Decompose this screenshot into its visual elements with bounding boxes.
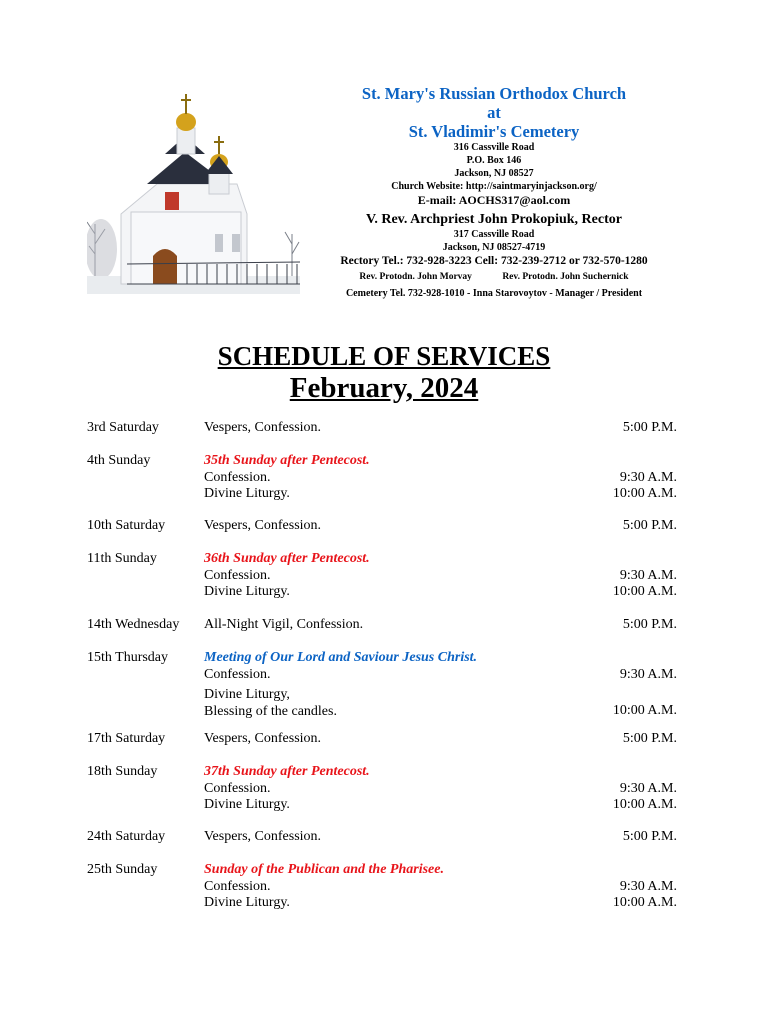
rectory-address: 317 Cassville Road bbox=[453, 229, 535, 240]
clergy-line bbox=[300, 271, 688, 283]
service-name: Confession. bbox=[204, 780, 271, 796]
schedule-day: 11th Sunday bbox=[87, 551, 157, 566]
schedule-services bbox=[204, 829, 584, 846]
church-header bbox=[300, 84, 688, 300]
schedule-title: SCHEDULE OF SERVICES bbox=[217, 341, 551, 371]
service-name: Divine Liturgy. bbox=[204, 584, 290, 599]
service-times bbox=[613, 781, 677, 814]
rectory-city: Jackson, NJ 08527-4719 bbox=[442, 242, 546, 253]
schedule-services bbox=[204, 518, 584, 535]
service-times bbox=[613, 879, 677, 912]
service-time: 5:00 P.M. bbox=[622, 829, 677, 844]
service-name: All-Night Vigil, Confession. bbox=[204, 617, 364, 632]
church-email: E-mail: AOCHS317@aol.com bbox=[417, 193, 571, 207]
service-time: 9:30 A.M. bbox=[619, 469, 677, 485]
service-time: 10:00 A.M. bbox=[612, 703, 677, 718]
cemetery-tel: Cemetery Tel. 732-928-1010 - Inna Starovoytov - Manager / President bbox=[345, 288, 643, 299]
schedule-month: February, 2024 bbox=[289, 372, 479, 404]
service-time: 5:00 P.M. bbox=[622, 420, 677, 435]
schedule-day: 17th Saturday bbox=[87, 731, 166, 746]
schedule-services bbox=[204, 453, 584, 503]
rector-name: V. Rev. Archpriest John Prokopiuk, Rector bbox=[366, 212, 622, 227]
service-times bbox=[623, 829, 677, 846]
service-time: 9:30 A.M. bbox=[619, 666, 677, 682]
service-time: 5:00 P.M. bbox=[622, 518, 677, 533]
schedule-day: 14th Wednesday bbox=[87, 617, 180, 632]
feast-heading: 36th Sunday after Pentecost. bbox=[204, 551, 370, 566]
service-name: Divine Liturgy. bbox=[204, 895, 290, 910]
schedule-day: 3rd Saturday bbox=[87, 420, 159, 435]
service-times bbox=[613, 568, 677, 601]
feast-heading: Meeting of Our Lord and Saviour Jesus Christ. bbox=[204, 650, 478, 665]
service-name: Vespers, Confession. bbox=[204, 518, 322, 533]
service-name: Divine Liturgy, bbox=[204, 687, 290, 702]
schedule-day: 25th Sunday bbox=[87, 862, 158, 877]
cemetery-name: St. Vladimir's Cemetery bbox=[408, 122, 580, 141]
schedule-day: 15th Thursday bbox=[87, 650, 169, 665]
schedule-services bbox=[204, 617, 584, 634]
church-po-box: P.O. Box 146 bbox=[466, 155, 522, 166]
feast-heading: Sunday of the Publican and the Pharisee. bbox=[204, 862, 444, 877]
service-times bbox=[623, 420, 677, 437]
schedule-services bbox=[204, 731, 584, 748]
service-name: Divine Liturgy. bbox=[204, 486, 290, 501]
service-time: 10:00 A.M. bbox=[612, 797, 677, 812]
schedule-day: 18th Sunday bbox=[87, 764, 158, 779]
rectory-tel: Rectory Tel.: 732-928-3223 Cell: 732-239-2712 or 732-570-1280 bbox=[340, 255, 648, 267]
service-name: Confession. bbox=[204, 469, 271, 485]
schedule-services bbox=[204, 551, 584, 601]
service-name: Vespers, Confession. bbox=[204, 829, 322, 844]
service-time: 5:00 P.M. bbox=[622, 731, 677, 746]
schedule-services bbox=[204, 420, 584, 437]
service-time: 10:00 A.M. bbox=[612, 584, 677, 599]
feast-heading: 37th Sunday after Pentecost. bbox=[204, 764, 370, 779]
schedule-services bbox=[204, 764, 584, 814]
service-times bbox=[623, 731, 677, 748]
service-time: 9:30 A.M. bbox=[619, 780, 677, 796]
church-at: at bbox=[487, 103, 501, 122]
service-time: 9:30 A.M. bbox=[619, 567, 677, 583]
church-address: 316 Cassville Road bbox=[453, 142, 535, 153]
schedule-day: 4th Sunday bbox=[87, 453, 151, 468]
schedule-services bbox=[204, 650, 584, 720]
service-times bbox=[623, 617, 677, 634]
service-name: Vespers, Confession. bbox=[204, 731, 322, 746]
church-name: St. Mary's Russian Orthodox Church bbox=[361, 84, 627, 103]
schedule-services bbox=[204, 862, 584, 912]
service-name: Confession. bbox=[204, 666, 271, 682]
service-name: Vespers, Confession. bbox=[204, 420, 322, 435]
service-time: 10:00 A.M. bbox=[612, 895, 677, 910]
service-time: 9:30 A.M. bbox=[619, 878, 677, 894]
church-website: Church Website: http://saintmaryinjackson.org/ bbox=[391, 181, 597, 192]
service-name: Blessing of the candles. bbox=[204, 703, 337, 719]
clergy-2: Rev. Protodn. John Suchernick bbox=[502, 272, 629, 282]
church-city: Jackson, NJ 08527 bbox=[454, 168, 534, 179]
service-times bbox=[623, 518, 677, 535]
service-time: 10:00 A.M. bbox=[612, 486, 677, 501]
service-times bbox=[613, 667, 677, 720]
service-time: 5:00 P.M. bbox=[622, 617, 677, 632]
service-name: Divine Liturgy. bbox=[204, 797, 290, 812]
service-times bbox=[613, 470, 677, 503]
clergy-1: Rev. Protodn. John Morvay bbox=[359, 272, 472, 282]
schedule-day: 10th Saturday bbox=[87, 518, 166, 533]
church-photo bbox=[87, 84, 300, 294]
service-name: Confession. bbox=[204, 878, 271, 894]
service-name: Confession. bbox=[204, 567, 271, 583]
feast-heading: 35th Sunday after Pentecost. bbox=[204, 453, 370, 468]
schedule-day: 24th Saturday bbox=[87, 829, 166, 844]
